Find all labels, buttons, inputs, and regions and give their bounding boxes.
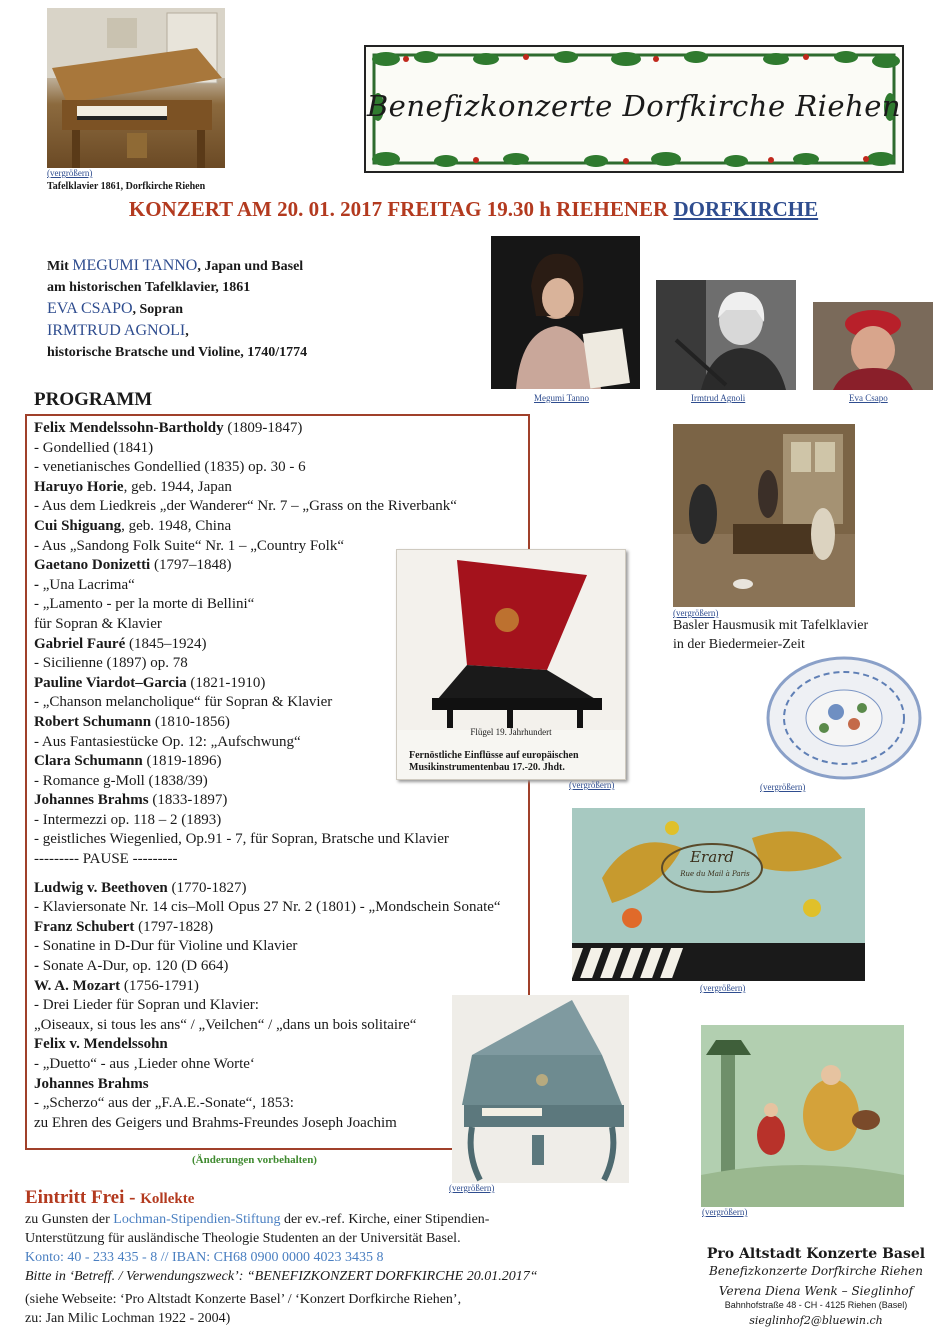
program-detail: - „Scherzo“ aus der „F.A.E.-Sonate“, 1853:: [34, 1095, 294, 1112]
program-changes-note: (Änderungen vorbehalten): [192, 1154, 317, 1166]
program-detail: - Romance g-Moll (1838/39): [34, 772, 208, 789]
blue-piano-enlarge-link[interactable]: (vergrößern): [449, 1183, 495, 1193]
performers-csapo-role: , Sopran: [132, 302, 184, 317]
concert-banner: [364, 45, 904, 173]
website-line: (siehe Webseite: ‘Pro Altstadt Konzerte Basel’ / ‘Konzert Dorfkirche Riehen’,: [25, 1292, 462, 1307]
program-composer: Ludwig v. Beethoven: [34, 879, 168, 896]
erard-lid-image: [572, 808, 865, 981]
kollekte: Kollekte: [140, 1191, 195, 1207]
program-detail: - Gondellied (1841): [34, 439, 154, 456]
program-detail: für Sopran & Klavier: [34, 615, 162, 632]
program-composer: Gaetano Donizetti: [34, 557, 151, 574]
erard-lid-photo[interactable]: [572, 808, 865, 981]
agnoli-portrait-image: [656, 280, 796, 390]
program-detail: - venetianisches Gondellied (1835) op. 30 - 6: [34, 459, 306, 476]
program-detail: (1810-1856): [151, 713, 230, 730]
agnoli-portrait-link[interactable]: Irmtrud Agnoli: [691, 393, 746, 403]
csapo-portrait[interactable]: [813, 302, 933, 390]
program-composer: Clara Schumann: [34, 753, 143, 770]
program-line: [34, 1035, 501, 1055]
program-composer: Cui Shiguang: [34, 517, 122, 534]
signature-name: Verena Diena Wenk – Sieglinhof: [718, 1284, 914, 1298]
fluegel-image: [397, 550, 625, 730]
program-line: [34, 830, 501, 850]
eintritt-frei: Eintritt Frei -: [25, 1187, 141, 1208]
program-line: [34, 957, 501, 977]
performers-mit: Mit: [47, 259, 73, 274]
tanno-portrait[interactable]: [491, 236, 640, 389]
program-line: [34, 918, 501, 938]
program-detail: - Drei Lieder für Sopran und Klavier:: [34, 997, 259, 1014]
program-detail: zu Ehren des Geigers und Brahms-Freundes Joseph Joachim: [34, 1114, 397, 1131]
erard-address-text: Rue du Mail à Paris: [680, 870, 750, 878]
program-detail: - Aus „Sandong Folk Suite“ Nr. 1 – „Country Folk“: [34, 537, 344, 554]
hausmusik-enlarge-link[interactable]: (vergrößern): [673, 608, 719, 618]
program-detail: „Una Lacrima“: [42, 576, 135, 593]
signature-email[interactable]: sieglinhof2@bluewin.ch: [749, 1314, 883, 1327]
megumi-tanno-link[interactable]: MEGUMI TANNO: [72, 257, 198, 274]
program-line: [34, 1016, 501, 1036]
program-detail: - geistliches Wiegenlied, Op.91 - 7, für Sopran, Bratsche und Klavier: [34, 831, 449, 848]
program-composer: W. A. Mozart: [34, 977, 121, 994]
program-detail: --------- PAUSE ---------: [34, 851, 178, 868]
program-detail: (1821-1910): [186, 674, 266, 691]
program-line: [34, 497, 501, 517]
program-detail: (1819-1896): [142, 753, 222, 770]
program-detail: (1770-1827): [167, 879, 247, 896]
irmtrud-agnoli-link[interactable]: IRMTRUD AGNOLI: [47, 322, 186, 339]
concert-headline: [0, 197, 947, 222]
program-detail: , geb. 1948, China: [121, 517, 232, 534]
tanno-portrait-image: [491, 236, 640, 389]
banner-title: Benefizkonzerte Dorfkirche Riehen: [366, 89, 902, 123]
program-line: [34, 870, 501, 879]
program-composer: Felix Mendelssohn-Bartholdy: [34, 420, 224, 436]
program-line: [34, 478, 501, 498]
tafelklavier-photo[interactable]: [47, 8, 225, 168]
donation-line-2: Unterstützung für ausländische Theologie Studenten an der Universität Basel.: [25, 1231, 461, 1246]
program-composer: Felix v. Mendelssohn: [34, 1036, 168, 1053]
program-detail: - Intermezzi op. 118 – 2 (1893): [34, 811, 222, 828]
plate-drawing: [764, 652, 924, 780]
program-composer: Johannes Brahms: [34, 792, 149, 809]
fluegel-caption-2: Musikinstrumentenbau 17.-20. Jhdt.: [409, 762, 565, 773]
program-line: [34, 879, 501, 899]
signature-block: [700, 1246, 932, 1327]
program-detail: - „Lamento - per la morte di Bellini“: [34, 596, 255, 613]
program-composer: -: [34, 576, 43, 593]
program-line: [34, 937, 501, 957]
program-detail: - „Duetto“ - aus ‚Lieder ohne Worte‘: [34, 1056, 255, 1072]
performers-block: [47, 255, 307, 363]
program-detail: (1809-1847): [223, 420, 303, 436]
signature-address: Bahnhofstraße 48 - CH - 4125 Riehen (Basel): [724, 1300, 908, 1310]
hausmusik-caption-1: Basler Hausmusik mit Tafelklavier: [673, 618, 869, 633]
hausmusik-caption-2: in der Biedermeier-Zeit: [673, 637, 805, 652]
program-composer: Robert Schumann: [34, 713, 152, 730]
performers-agnoli-role: historische Bratsche und Violine, 1740/1774: [47, 345, 308, 360]
program-line: [34, 419, 501, 439]
program-composer: Johannes Brahms: [34, 1075, 149, 1092]
donation-block: [25, 1188, 690, 1328]
program-line: [34, 977, 501, 997]
donation-line-1-pre: zu Gunsten der: [25, 1212, 114, 1227]
program-detail: , geb. 1944, Japan: [123, 478, 232, 495]
agnoli-portrait[interactable]: [656, 280, 796, 390]
lochman-stiftung-link[interactable]: Lochman-Stipendien-Stiftung: [113, 1212, 281, 1227]
performers-tanno-origin: , Japan und Basel: [197, 259, 304, 274]
program-composer: Pauline Viardot–Garcia: [34, 674, 187, 691]
tanno-portrait-link[interactable]: Megumi Tanno: [534, 393, 589, 403]
chinoiserie-panel[interactable]: [701, 1025, 904, 1207]
fluegel-enlarge-link[interactable]: (vergrößern): [569, 780, 615, 790]
fluegel-card[interactable]: [396, 549, 626, 780]
dorfkirche-link[interactable]: DORFKIRCHE: [673, 197, 819, 221]
chinoiserie-enlarge-link[interactable]: (vergrößern): [702, 1207, 748, 1217]
program-line: [34, 517, 501, 537]
program-detail: Sonate A-Dur, op. 120 (D 664): [42, 958, 229, 975]
program-detail: - Sicilienne (1897) op. 78: [34, 655, 188, 672]
program-detail: - Klaviersonate Nr. 14 cis–Moll Opus 27 Nr. 2 (1801) - „Mondschein Sonate“: [34, 899, 501, 916]
program-detail: „Oiseaux, si tous les ans“ / „Veilchen“ / „dans un bois solitaire“: [34, 1016, 417, 1033]
plate-image[interactable]: [764, 652, 924, 780]
program-heading: PROGRAMM: [34, 389, 153, 410]
bank-account-line: Konto: 40 - 233 435 - 8 // IBAN: CH68 0900 0000 4023 3435 8: [25, 1250, 384, 1265]
tafelklavier-caption: Tafelklavier 1861, Dorfkirche Riehen: [47, 181, 206, 192]
program-line: [34, 1075, 501, 1095]
hausmusik-painting[interactable]: [673, 424, 855, 607]
donation-line-1-post: der ev.-ref. Kirche, einer Stipendien-: [280, 1212, 490, 1227]
program-line: [34, 1094, 501, 1114]
program-line: [34, 811, 501, 831]
blue-piano-photo[interactable]: [452, 995, 629, 1183]
program-line: [34, 1055, 501, 1075]
reference-line: Bitte in ‘Betreff. / Verwendungszweck’: “BENEFIZKONZERT DORFKIRCHE 20.01.2017“: [25, 1269, 538, 1284]
hausmusik-image: [673, 424, 855, 607]
chinoiserie-image: [701, 1025, 904, 1207]
tafelklavier-image: [47, 8, 225, 168]
program-composer: Gabriel Fauré: [34, 635, 126, 652]
csapo-portrait-image: [813, 302, 933, 390]
erard-logo-text: Erard: [690, 848, 734, 866]
program-detail: - Aus dem Liedkreis „der Wanderer“ Nr. 7 – „Grass on the Riverbank“: [34, 498, 457, 515]
program-detail: (1833-1897): [148, 792, 228, 809]
program-composer: Haruyo Horie: [34, 478, 124, 495]
program-line: [34, 850, 501, 870]
fluegel-caption-1: Fernöstliche Einflüsse auf europäischen: [409, 750, 579, 761]
tafelklavier-enlarge-link[interactable]: (vergrößern): [47, 168, 93, 178]
program-line: [34, 458, 501, 478]
blue-piano-image: [452, 995, 629, 1183]
program-line: [34, 1114, 501, 1134]
headline-text: KONZERT AM 20. 01. 2017 FREITAG 19.30 h RIEHENER: [128, 197, 674, 221]
program-line: [34, 439, 501, 459]
program-detail: (1797–1848): [150, 557, 232, 574]
program-detail: - Sonatine in D-Dur für Violine und Klavier: [34, 938, 298, 955]
signature-series: Benefizkonzerte Dorfkirche Riehen: [709, 1264, 923, 1278]
program-detail: (1756-1791): [120, 977, 199, 994]
program-detail: (1845–1924): [125, 635, 207, 652]
plate-enlarge-link[interactable]: (vergrößern): [760, 782, 806, 792]
performers-instrument: am historischen Tafelklavier, 1861: [47, 280, 251, 295]
program-detail: - „Chanson melancholique“ für Sopran & Klavier: [34, 694, 333, 711]
program-detail: (1797-1828): [134, 918, 214, 935]
eva-csapo-link[interactable]: EVA CSAPO: [47, 300, 133, 317]
program-composer: -: [34, 958, 43, 975]
program-composer: Franz Schubert: [34, 918, 135, 935]
program-detail: - Aus Fantasiestücke Op. 12: „Aufschwung“: [34, 733, 301, 750]
lochman-line: zu: Jan Milic Lochman 1922 - 2004): [25, 1311, 231, 1326]
performers-comma: ,: [185, 324, 189, 339]
program-line: [34, 996, 501, 1016]
fluegel-small-caption: Flügel 19. Jahrhundert: [470, 727, 552, 737]
erard-enlarge-link[interactable]: (vergrößern): [700, 983, 746, 993]
signature-org: Pro Altstadt Konzerte Basel: [706, 1246, 926, 1262]
program-line: [34, 791, 501, 811]
csapo-portrait-link[interactable]: Eva Csapo: [849, 393, 888, 403]
program-line: [34, 898, 501, 918]
